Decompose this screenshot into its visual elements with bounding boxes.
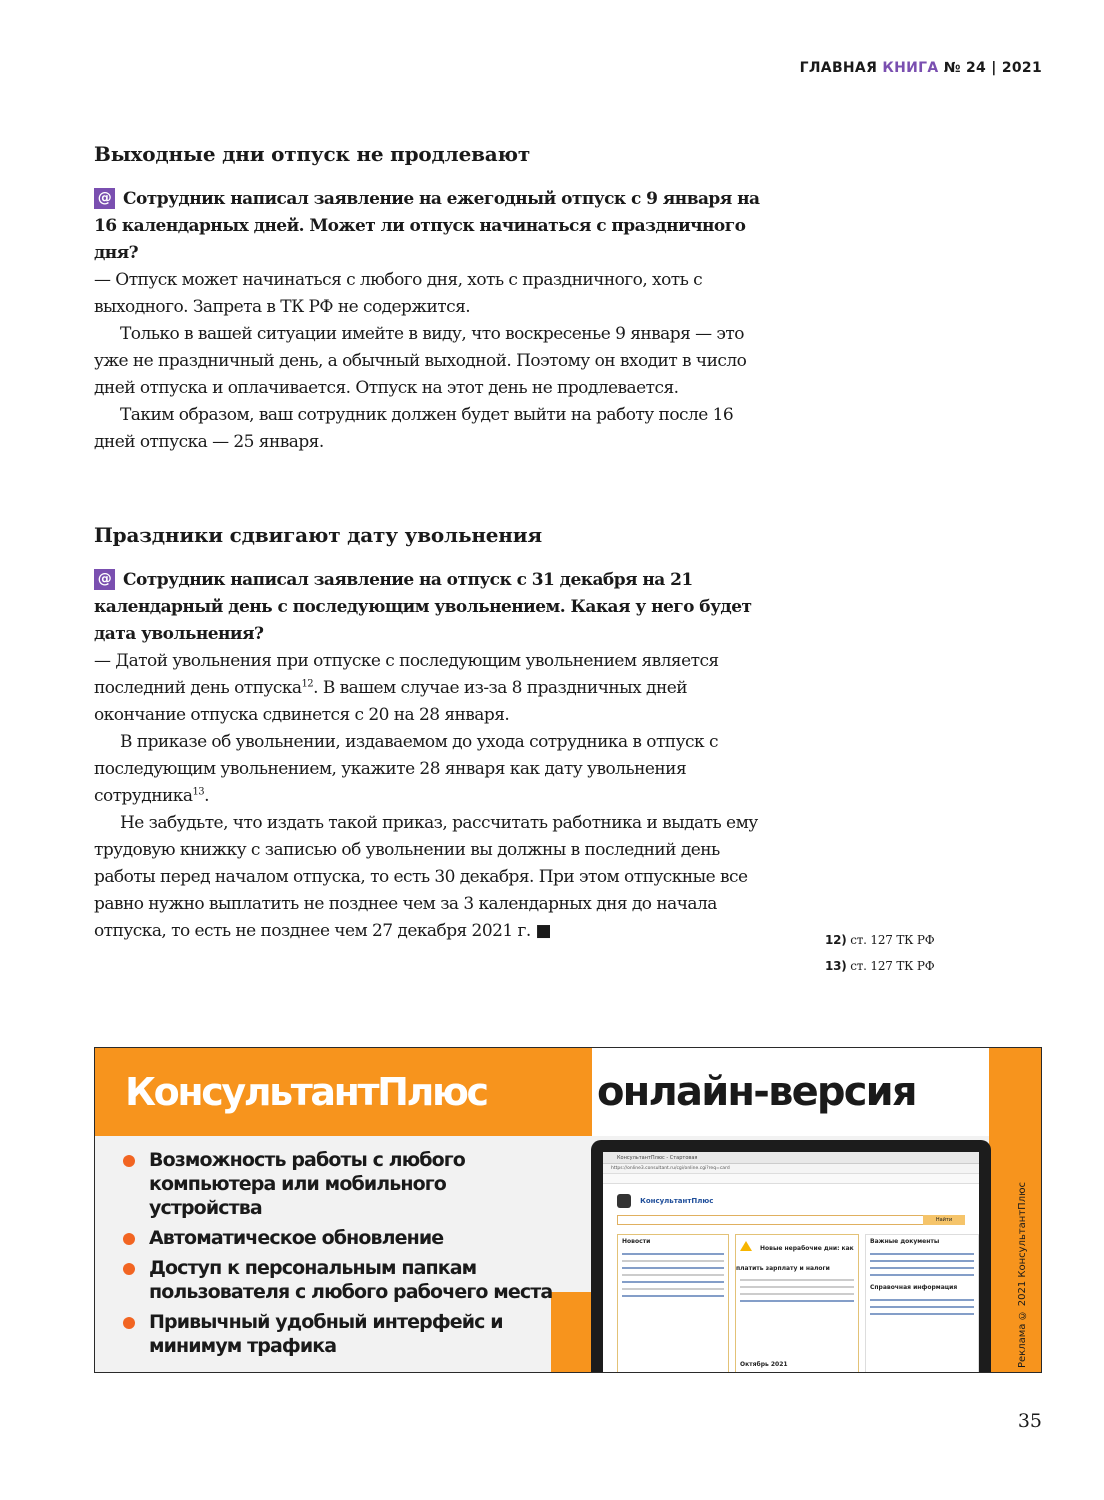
ad-feature-item: Автоматическое обновление [123, 1226, 583, 1250]
warning-icon [740, 1241, 752, 1251]
text-line [870, 1306, 974, 1308]
section-1-question [94, 186, 772, 267]
ad-feature-item: Привычный удобный интерфейс и минимум трафика [123, 1310, 523, 1358]
screen-columns [617, 1234, 973, 1373]
question-icon: @ [94, 188, 115, 209]
app-header [603, 1184, 979, 1211]
ad-orange-stripe [989, 1048, 1041, 1373]
consultant-plus-ad[interactable] [94, 1047, 1042, 1373]
section-2 [94, 521, 772, 945]
docs-header: Важные документы [870, 1238, 940, 1245]
footnotes [825, 927, 934, 979]
answer-text-b: . В вашем случае из-за 8 праздничных дней окончание отпуска сдвинется с 20 на 28 января. [94, 678, 688, 725]
app-logo-icon [617, 1194, 631, 1208]
docs-column [865, 1234, 979, 1373]
masthead-issue: № 24 | 2021 [943, 60, 1042, 76]
ad-feature-item: Возможность работы с любого компьютера или мобильного устройства [123, 1148, 483, 1220]
news-header: Новости [622, 1238, 651, 1245]
footnote-ref-12: 12 [301, 678, 314, 690]
section-2-paragraph-2 [94, 729, 772, 810]
app-title: КонсультантПлюс [640, 1196, 714, 1205]
ad-feature-item: Доступ к персональным папкам пользователя с любого рабочего места [123, 1256, 583, 1304]
section-2-answer [94, 648, 772, 729]
end-mark: ■ [535, 921, 552, 941]
main-header: Новые нерабочие дни: как платить зарплату и налоги [736, 1245, 854, 1272]
browser-address: https://online3.consultant.ru/cgi/online.cgi?req=card [603, 1164, 979, 1174]
text-line [740, 1279, 854, 1281]
footnote-text: ст. 127 ТК РФ [850, 933, 935, 947]
text-line [870, 1299, 974, 1301]
masthead-kniga: КНИГА [882, 60, 939, 76]
laptop-illustration [591, 1140, 991, 1373]
news-column [617, 1234, 729, 1373]
footnote-number: 13) [825, 959, 847, 973]
footnote-ref-13: 13 [192, 786, 205, 798]
section-1-answer: — Отпуск может начинаться с любого дня, хоть с праздничного, хоть с выходного. Запрета в ТК РФ не содержится. [94, 270, 703, 317]
ad-disclaimer: Реклама © 2021 КонсультантПлюс [1017, 1182, 1028, 1368]
main-column [735, 1234, 859, 1373]
section-2-question-text: Сотрудник написал заявление на отпуск с 31 декабря на 21 календарный день с последующим увольнением. Какая у него будет дата увольнения? [94, 570, 752, 644]
magazine-masthead [800, 60, 1042, 76]
para2-text-b: . [204, 786, 209, 806]
section-2-question [94, 567, 772, 648]
section-1-title: Выходные дни отпуск не продлевают [94, 142, 531, 166]
section-1-paragraph-3: Таким образом, ваш сотрудник должен будет выйти на работу после 16 дней отпуска — 25 января. [94, 405, 734, 452]
text-line [870, 1274, 974, 1276]
info-header: Справочная информация [870, 1284, 958, 1291]
text-line [870, 1267, 974, 1269]
laptop-screen [603, 1152, 979, 1373]
footnote-item [825, 953, 934, 979]
month-label: Октябрь 2021 [740, 1361, 788, 1368]
para3-text: Не забудьте, что издать такой приказ, рассчитать работника и выдать ему трудовую книжку с записью об увольнении вы должны в последний день работы перед началом отпуска, то есть 30 декабря. При этом отпускные все равно нужно выплатить не позднее чем за 3 календарных дня до начала отпуска, то есть не позднее чем 27 декабря 2021 г. [94, 813, 758, 941]
section-1-paragraph-2: Только в вашей ситуации имейте в виду, что воскресенье 9 января — это уже не праздничный день, а обычный выходной. Поэтому он входит в число дней отпуска и оплачивается. Отпуск на этот день не продлевается. [94, 324, 747, 398]
page-number: 35 [1017, 1410, 1042, 1432]
browser-bookmarks [603, 1174, 979, 1184]
section-1-question-text: Сотрудник написал заявление на ежегодный отпуск с 9 января на 16 календарных дней. Может ли отпуск начинаться с праздничного дня? [94, 189, 760, 263]
question-icon: @ [94, 569, 115, 590]
ad-tagline: онлайн-версия [597, 1069, 916, 1115]
text-line [870, 1260, 974, 1262]
screen-search-button: Найти [923, 1215, 965, 1225]
text-line [870, 1313, 974, 1315]
footnote-number: 12) [825, 933, 847, 947]
text-line [740, 1300, 854, 1302]
main-header-row [736, 1235, 858, 1274]
text-line [622, 1288, 724, 1290]
section-2-paragraph-3 [94, 810, 772, 945]
para2-text-a: В приказе об увольнении, издаваемом до ухода сотрудника в отпуск с последующим увольнением, укажите 28 января как дату увольнения сотрудника [94, 732, 718, 806]
text-line [622, 1274, 724, 1276]
masthead-main: ГЛАВНАЯ [799, 60, 878, 76]
section-1 [94, 140, 772, 456]
footnote-item [825, 927, 934, 953]
section-2-title: Праздники сдвигают дату увольнения [94, 523, 542, 547]
text-line [622, 1260, 724, 1262]
text-line [740, 1293, 854, 1295]
browser-tab: КонсультантПлюс - Стартовая [603, 1152, 979, 1164]
ad-brand-logo: КонсультантПлюс [95, 1048, 592, 1136]
answer-text-a: — Датой увольнения при отпуске с последующим увольнением является последний день отпуска [94, 651, 719, 698]
screen-search-box [617, 1215, 965, 1225]
text-line [622, 1281, 724, 1283]
ad-feature-list [123, 1148, 583, 1364]
text-line [740, 1286, 854, 1288]
text-line [622, 1295, 724, 1297]
text-line [622, 1253, 724, 1255]
footnote-text: ст. 127 ТК РФ [850, 959, 935, 973]
text-line [870, 1253, 974, 1255]
text-line [622, 1267, 724, 1269]
